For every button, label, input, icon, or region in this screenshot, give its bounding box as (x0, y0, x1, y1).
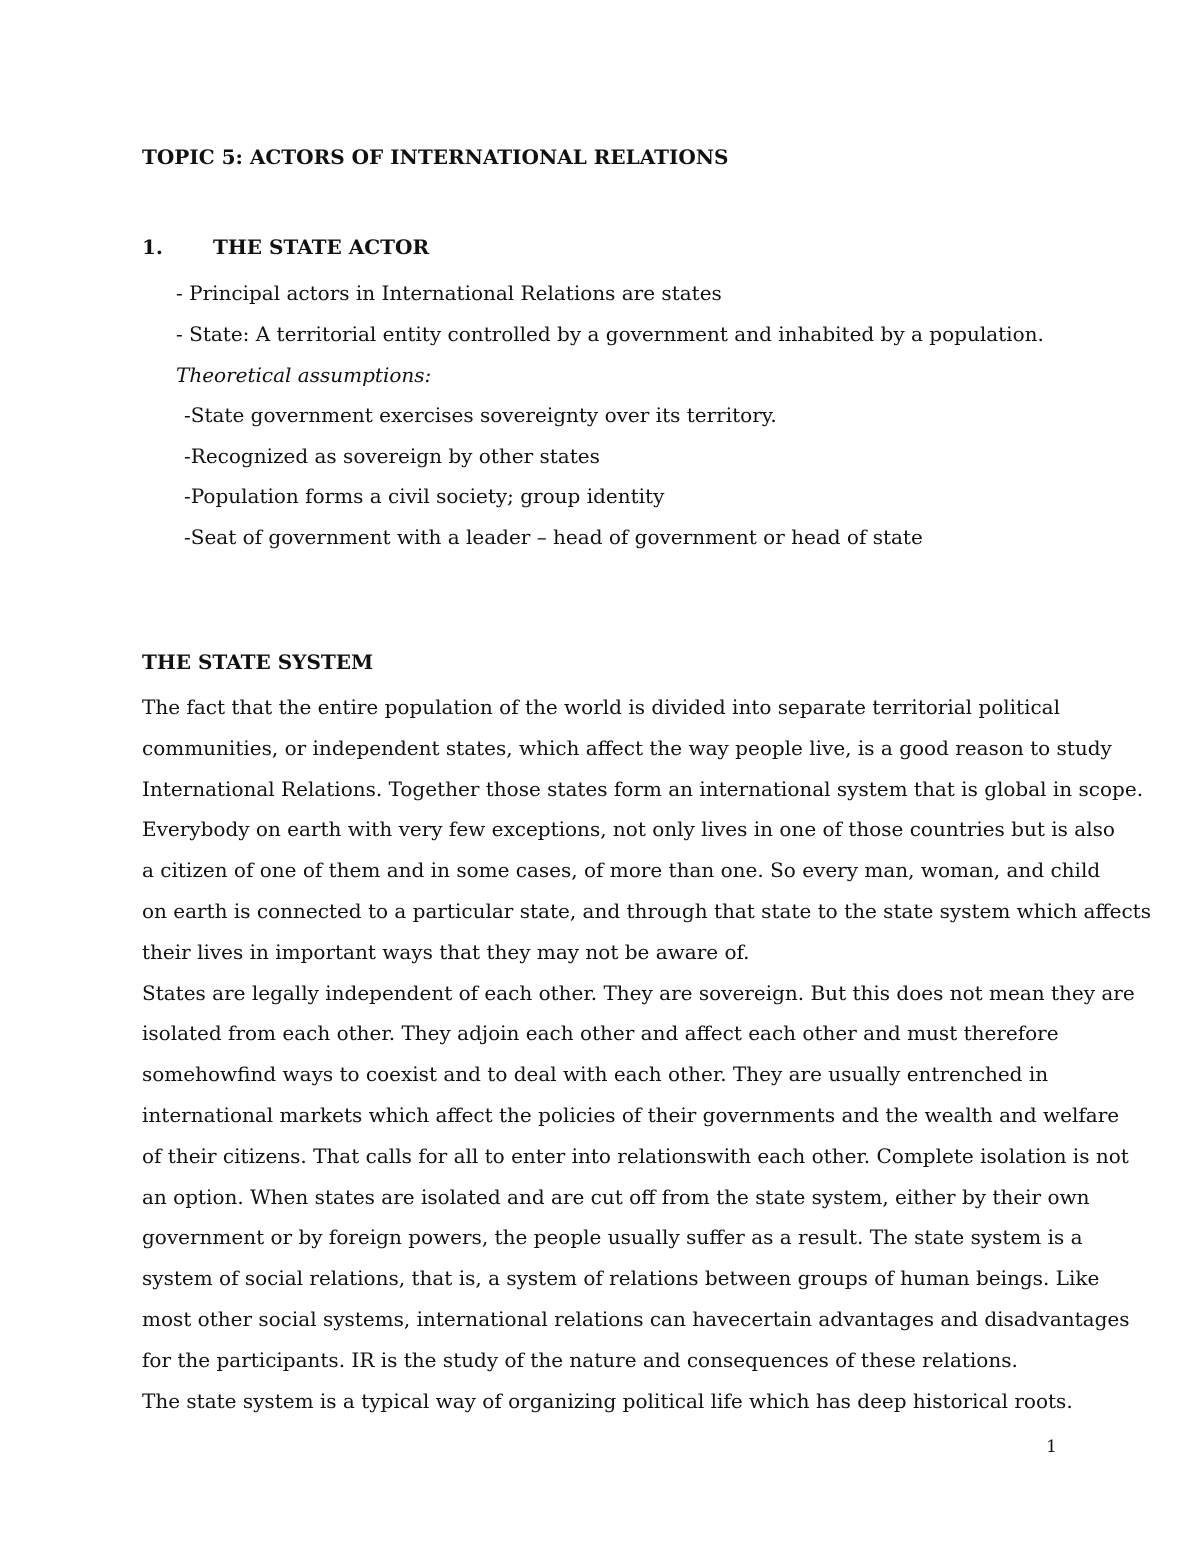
paragraph-line: The fact that the entire population of the world is divided into separate territorial political (142, 695, 1060, 719)
paragraph-line: government or by foreign powers, the people usually suffer as a result. The state system is a (142, 1225, 1083, 1250)
paragraph-line: isolated from each other. They adjoin each other and affect each other and must therefore (142, 1021, 1059, 1046)
paragraph-line: most other social systems, international relations can havecertain advantages and disadvantages (142, 1306, 1130, 1331)
paragraph-line: States are legally independent of each other. They are sovereign. But this does not mean they are (142, 980, 1135, 1005)
section-number: 1. (142, 235, 163, 259)
paragraph-line: somehowfind ways to coexist and to deal with each other. They are usually entrenched in (142, 1062, 1049, 1087)
paragraph-line: their lives in important ways that they may not be aware of. (142, 939, 750, 964)
paragraph-line: The state system is a typical way of organizing political life which has deep historical roots. (142, 1388, 1073, 1413)
assumption-item: -Recognized as sovereign by other states (184, 444, 600, 468)
page-number: 1 (1046, 1437, 1057, 1457)
paragraph-line: of their citizens. That calls for all to enter into relationswith each other. Complete isolation is not (142, 1143, 1129, 1168)
paragraph-line: an option. When states are isolated and are cut off from the state system, either by their own (142, 1184, 1090, 1209)
paragraph-line: system of social relations, that is, a system of relations between groups of human beings. Like (142, 1266, 1100, 1291)
assumption-item: -State government exercises sovereignty over its territory. (184, 403, 777, 427)
bullet-state-definition: - State: A territorial entity controlled by a government and inhabited by a population. (176, 322, 1044, 346)
section-heading-state-actor: THE STATE ACTOR (213, 235, 430, 259)
paragraph-line: international markets which affect the policies of their governments and the wealth and welfare (142, 1102, 1120, 1127)
assumptions-label: Theoretical assumptions: (176, 363, 432, 387)
body-paragraphs (142, 687, 1151, 1421)
paragraph-line: a citizen of one of them and in some cases, of more than one. So every man, woman, and child (142, 858, 1101, 883)
bullet-principal-actors: - Principal actors in International Relations are states (176, 281, 722, 305)
paragraph-line: International Relations. Together those states form an international system that is global in scope. (142, 776, 1144, 801)
document-title: TOPIC 5: ACTORS OF INTERNATIONAL RELATIONS (142, 145, 729, 169)
paragraph-line: Everybody on earth with very few exceptions, not only lives in one of those countries but is also (142, 817, 1115, 842)
assumption-item: -Population forms a civil society; group identity (184, 484, 665, 508)
paragraph-line: on earth is connected to a particular state, and through that state to the state system which affects (142, 898, 1151, 923)
assumption-item: -Seat of government with a leader – head of government or head of state (184, 525, 923, 549)
paragraph-line: communities, or independent states, which affect the way people live, is a good reason to study (142, 735, 1112, 760)
section-heading-state-system: THE STATE SYSTEM (142, 650, 374, 674)
paragraph-line: for the participants. IR is the study of the nature and consequences of these relations. (142, 1347, 1018, 1372)
